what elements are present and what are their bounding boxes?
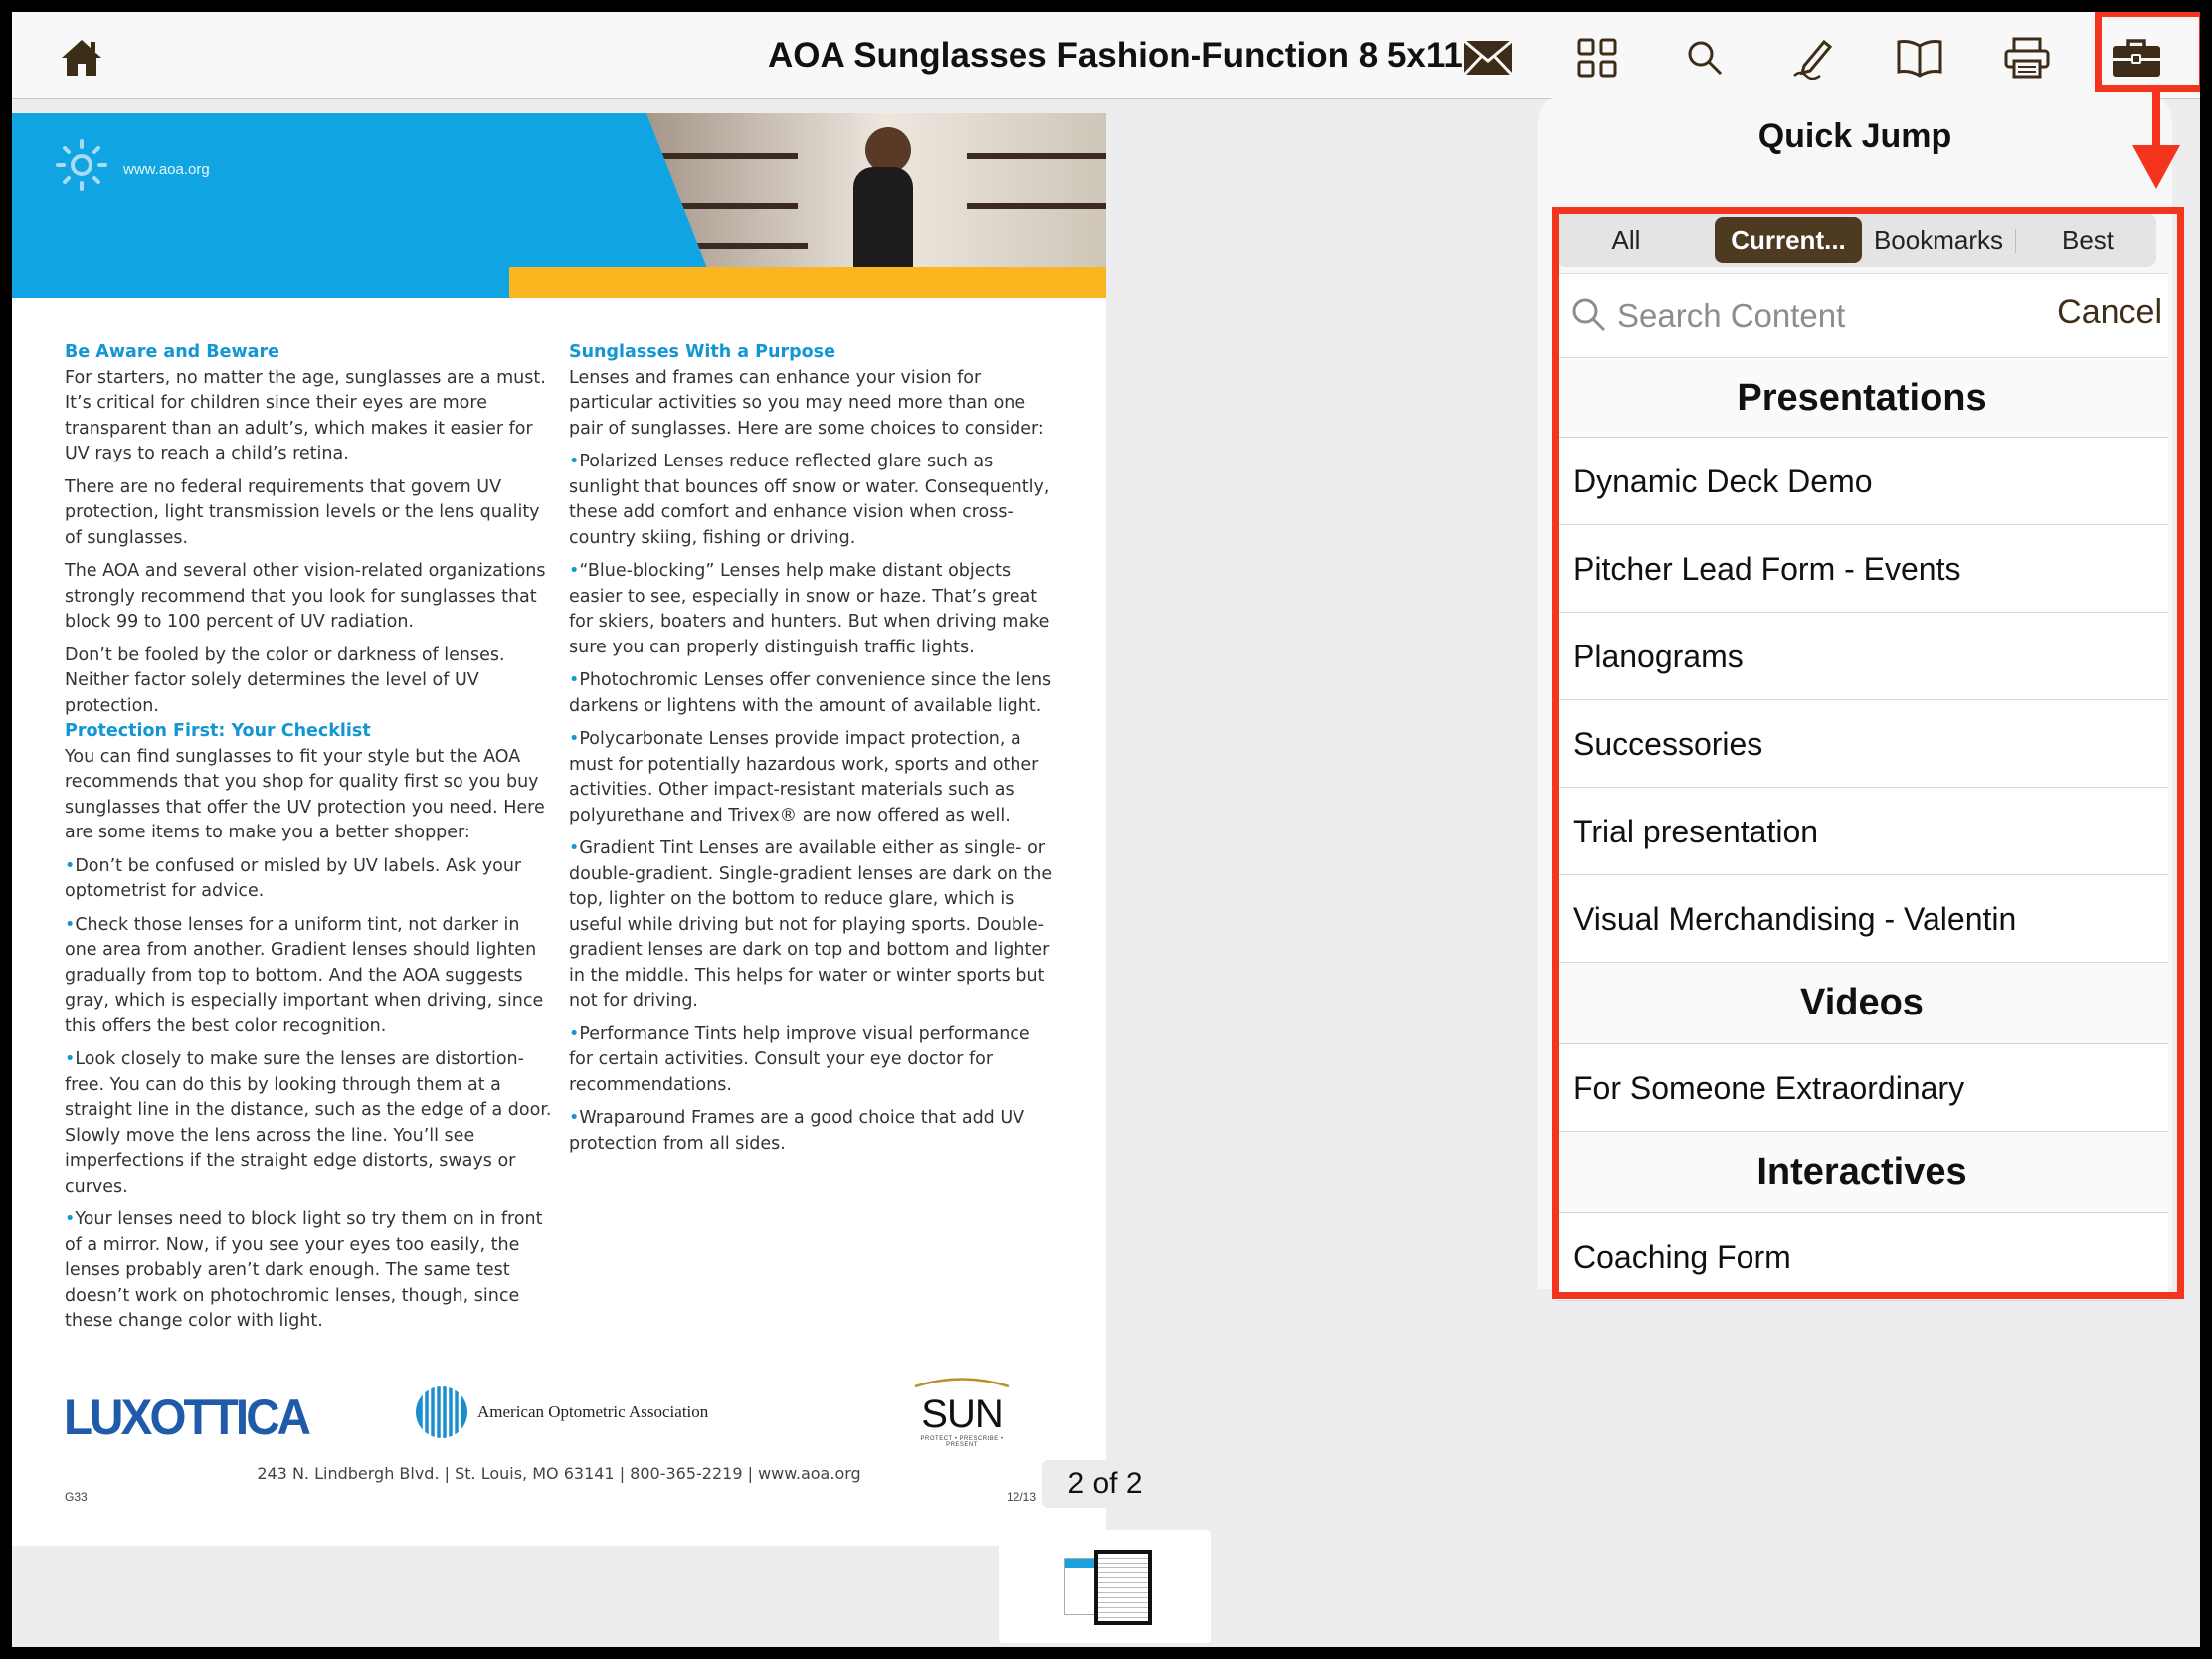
- callout-arrow-shaft: [2152, 92, 2160, 149]
- bullet-item: • Wraparound Frames are a good choice that add UV protection from all sides.: [569, 1106, 1056, 1157]
- tab-best[interactable]: Best: [2061, 225, 2115, 255]
- app-window: [12, 12, 2200, 1647]
- footer-code: G33: [65, 1490, 88, 1504]
- page-thumbnail-strip[interactable]: [999, 1530, 1211, 1643]
- page-indicator: 2 of 2: [1042, 1460, 1168, 1508]
- aoa-globe-icon: [414, 1382, 469, 1442]
- annotate-icon[interactable]: [1782, 30, 1842, 86]
- list-item[interactable]: Visual Merchandising - Valentin: [1556, 875, 2168, 963]
- quick-jump-title: Quick Jump: [1757, 117, 1952, 155]
- aoa-logo: [414, 1382, 708, 1442]
- list-item[interactable]: Trial presentation: [1556, 788, 2168, 875]
- highlight-box-quick-jump-list: [1552, 207, 2184, 1299]
- bullet-item: • Your lenses need to block light so try them on in front of a mirror. Now, if you see your eyes too easily, the lenses probably aren’t dark enough. The same test doesn’t work on photochromic lenses, though, since these change color with light.: [65, 1207, 552, 1335]
- aoa-url: www.aoa.org: [123, 161, 210, 178]
- list-item[interactable]: Successories: [1556, 700, 2168, 788]
- top-toolbar: [12, 12, 2200, 99]
- bullet-item: • “Blue-blocking” Lenses help make distant objects easier to see, especially in snow or haze. That’s great for skiers, boaters and hunters. But when driving make sure you can properly distinguish traffic lights.: [569, 559, 1056, 660]
- paragraph: You can find sunglasses to fit your style but the AOA recommends that you shop for quality first so you buy sunglasses that offer the UV protection you need. Here are some items to make you a better shopper:: [65, 746, 545, 842]
- cancel-button[interactable]: Cancel: [2057, 293, 2162, 331]
- paragraph: The AOA and several other vision-related organizations strongly recommend that you look for sunglasses that block 99 to 100 percent of UV radiation.: [65, 561, 546, 632]
- paragraph: There are no federal requirements that govern UV protection, light transmission levels or the lens quality of sunglasses.: [65, 476, 540, 548]
- list-item[interactable]: Coaching Form: [1556, 1213, 2168, 1301]
- sun-logo-tagline: PROTECT • PRESCRIBE • PRESENT: [920, 1436, 1004, 1448]
- bullet-item: • Performance Tints help improve visual performance for certain activities. Consult your eye doctor for recommendations.: [569, 1022, 1056, 1099]
- list-item[interactable]: Planograms: [1556, 613, 2168, 700]
- grid-icon[interactable]: [1567, 30, 1627, 86]
- bullet-item: • Polycarbonate Lenses provide impact protection, a must for potentially hazardous work, sports and other activities. Other impact-resistant materials such as polyurethane and Trivex® are now offered as well.: [569, 727, 1056, 829]
- list-item[interactable]: Pitcher Lead Form - Events: [1556, 525, 2168, 613]
- luxottica-logo: LUXOTTICA: [64, 1389, 309, 1445]
- aoa-sun-icon: [54, 137, 109, 198]
- book-icon[interactable]: [1890, 30, 1949, 86]
- section-heading: Sunglasses With a Purpose: [569, 342, 835, 362]
- callout-arrow-head: [2132, 145, 2180, 189]
- list-item[interactable]: For Someone Extraordinary: [1556, 1044, 2168, 1132]
- tab-bookmarks[interactable]: Bookmarks: [1873, 225, 2004, 255]
- bullet-item: • Gradient Tint Lenses are available either as single- or double-gradient. Single-gradient lenses are dark on the top, lighter on the bottom to reduce glare, which is useful while driving but not for playing sports. Double-gradient lenses are dark on top and bottom and lighter in the middle. This helps for water or winter sports but not for driving.: [569, 836, 1056, 1014]
- paragraph: For starters, no matter the age, sunglasses are a must. It’s critical for children since their eyes are more transparent than an adult’s, which makes it easier for UV rays to reach a child’s retina.: [65, 367, 546, 463]
- document-column-right: [569, 340, 1056, 1165]
- section-heading: Be Aware and Beware: [65, 342, 279, 362]
- footer-date: 12/13: [1007, 1490, 1037, 1504]
- bullet-item: • Polarized Lenses reduce reflected glare such as sunlight that bounces off snow or water. Consequently, these add comfort and enhance vision when cross-country skiing, fishing or driving.: [569, 450, 1056, 551]
- section-header-interactives: Interactives: [1556, 1132, 2168, 1213]
- tab-all[interactable]: All: [1611, 225, 1641, 255]
- bullet-item: • Photochromic Lenses offer convenience since the lens darkens or lightens with the amount of available light.: [569, 668, 1056, 719]
- document-column-left: [65, 340, 552, 1343]
- sun-logo: [907, 1375, 1016, 1448]
- document-title: AOA Sunglasses Fashion-Function 8 5x11: [768, 36, 1463, 75]
- aoa-logo-text: American Optometric Association: [477, 1402, 709, 1421]
- document-banner: [12, 113, 1106, 298]
- home-icon[interactable]: [52, 30, 111, 86]
- paragraph: Lenses and frames can enhance your vision for particular activities so you may need more than one pair of sunglasses. Here are some choices to consider:: [569, 367, 1044, 439]
- banner-yellow-stripe: [509, 267, 1106, 298]
- search-icon[interactable]: [1675, 30, 1735, 86]
- sponsor-logos: [12, 1375, 1106, 1454]
- sun-logo-text: SUN: [921, 1392, 1003, 1436]
- page-thumbnail-2[interactable]: [1094, 1550, 1152, 1625]
- section-header-videos: Videos: [1556, 963, 2168, 1044]
- bullet-item: • Look closely to make sure the lenses are distortion-free. You can do this by looking through them at a straight line in the distance, such as the edge of a door. Slowly move the lens across the line. You’ll see imperfections if the straight edge distorts, sways or curves.: [65, 1047, 552, 1199]
- footer-address: 243 N. Lindbergh Blvd. | St. Louis, MO 63141 | 800-365-2219 | www.aoa.org: [257, 1464, 861, 1483]
- tab-current[interactable]: Current...: [1715, 217, 1862, 263]
- bullet-item: • Don’t be confused or misled by UV labels. Ask your optometrist for advice.: [65, 854, 552, 905]
- section-header-presentations: Presentations: [1556, 358, 2168, 438]
- banner-photo: [12, 113, 1106, 267]
- document-page[interactable]: [12, 113, 1106, 1546]
- paragraph: Don’t be fooled by the color or darkness of lenses. Neither factor solely determines the level of UV protection.: [65, 645, 505, 716]
- section-heading: Protection First: Your Checklist: [65, 721, 371, 741]
- bullet-item: • Check those lenses for a uniform tint, not darker in one area from another. Gradient lenses should lighten gradually from top to bottom. And the AOA suggests gray, which is especially important when driving, since this offers the best color recognition.: [65, 913, 552, 1040]
- mail-icon[interactable]: [1458, 30, 1518, 86]
- list-item[interactable]: Dynamic Deck Demo: [1556, 438, 2168, 525]
- print-icon[interactable]: [1997, 30, 2057, 86]
- highlight-box-briefcase: [2095, 12, 2200, 92]
